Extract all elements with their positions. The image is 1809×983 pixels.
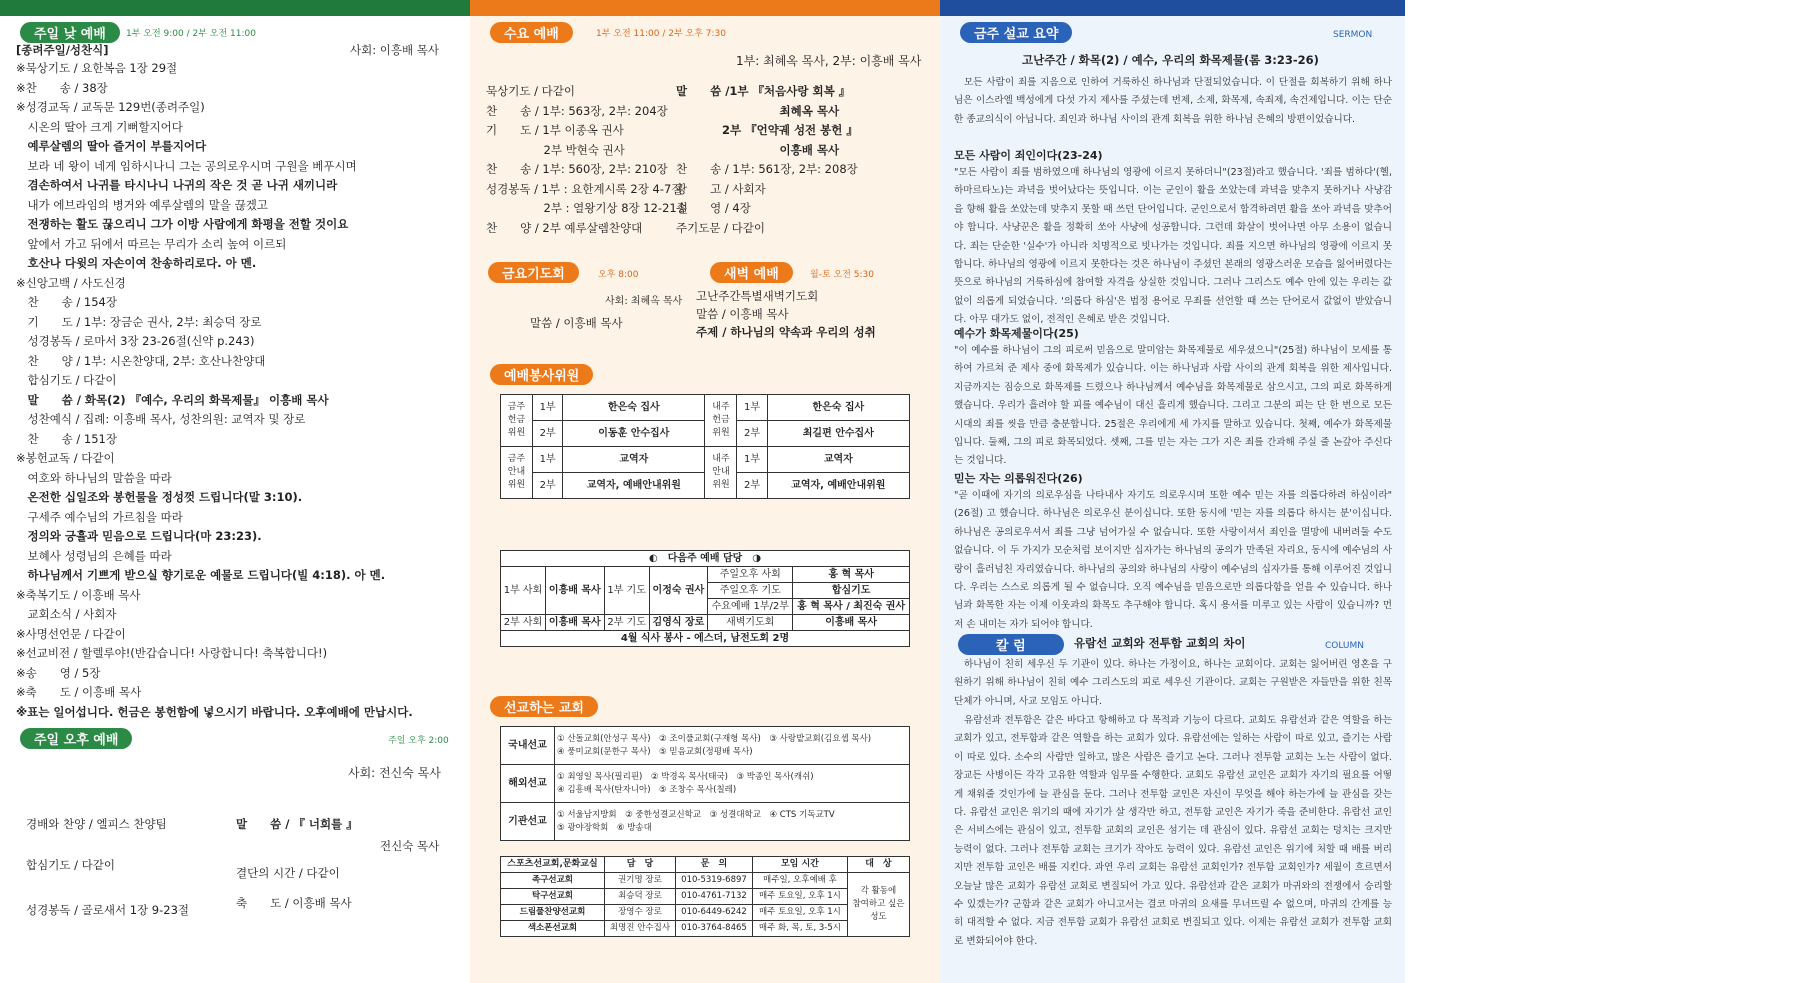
table-row	[501, 615, 910, 631]
wednesday-left-line: 2부 박현숙 권사	[486, 142, 625, 157]
sunday-order-line: 앞에서 가고 뒤에서 따르는 무리가 소리 높여 이르되	[16, 236, 287, 251]
sunday-order-line: ※신앙고백 / 사도신경	[16, 275, 126, 290]
table-row	[501, 567, 910, 583]
table-header: 담 당	[604, 857, 675, 873]
table-row	[501, 857, 910, 873]
mission-table	[500, 726, 910, 841]
table-cell: 장영수 장로	[604, 905, 675, 921]
table-row	[501, 873, 910, 889]
afternoon-host: 사회: 전신숙 목사	[348, 766, 441, 780]
afternoon-title: 주일 오후 예배	[20, 728, 132, 749]
table-cell: 교역자	[563, 447, 705, 473]
sermon-paragraph-1: "모든 사람이 죄를 범하였으매 하나님의 영광에 이르지 못하더니"(23절)라고 했습니다. '죄를 범하다'(헬, 하마르타노)는 과녁을 벗어났다는 뜻입니다. 이는 군인이 활을 쏘았는데 과녁을 맞추지 못하거나 사냥감을 향해 활을 쏘았는데 맞추지 못할 때 쓰던 단어입니다. 군인으로서 합격하려면 활을 쏘아 과녁을 맞추어야 합니다. 사냥꾼은 활을 정확히 쏘아 사냥에 성공합니다. 그런데 화살이 벗어나면 아무 소용이 없습니다. 죄는 단순한 '실수'가 아니라 치명적으로 빗나가는 것입니다. 죄를 지으면 하나님의 영광에 이르지 못합니다. 하나님의 영광에 이르지 못한다는 것은 하나님이 주셨던 본래의 영광스러운 모습을 잃어버렸다는 뜻으로 하나님의 거룩하심에 참여할 자격을 상실한 것입니다. 그러나 그리스도 예수 안에 있는 우리는 값없이 의롭게 되었습니다. '의롭다 하심'은 법정 용어로 무죄를 선언할 때 쓰는 단어로서 값없이 받았습니다. 아무 대가도 없이, 전적인 은혜로 받은 것입니다.	[954, 167, 1392, 326]
table-cell: 새벽기도회	[708, 615, 793, 631]
sermon-paragraph-2: "이 예수를 하나님이 그의 피로써 믿음으로 말미암는 화목제물로 세우셨으니"(25절) 하나님이 모세를 통하여 가르쳐 준 제사 중에 화목제가 있습니다. 이는 하나님과 사람 사이의 관계 회복을 위한 제사입니다. 지금까지는 짐승으로 화목제를 드렸으나 하나님께서 예수님을 화목제물로 삼으시고, 그의 피로 화목하게 했습니다. 우리가 흘려야 할 피를 예수님이 대신 흘리게 했습니다. 그리고 그분의 피는 단 한 번으로 모든 시대의 죄를 씻을 만큼 충분합니다. 25절은 우리에게 세 가지를 말하고 있습니다. 첫째, 예수가 화목제물입니다. 둘째, 그의 피로 화목되었다. 셋째, 그를 믿는 자는 그가 지은 죄를 간과해 주실 줄 논갚아 주신다는 것입니다.	[954, 345, 1392, 467]
sunday-host: 사회: 이흥배 목사	[350, 43, 439, 57]
sunday-order-line: 합심기도 / 다같이	[16, 373, 117, 387]
table-header: ◐ 다음주 예배 담당 ◑	[501, 551, 910, 567]
table-header: 문 의	[676, 857, 753, 873]
wednesday-right-line: 최혜옥 목사	[676, 103, 840, 118]
table-row	[501, 765, 910, 803]
table-header: 스포츠선교회,문화교실	[501, 857, 605, 873]
wednesday-left-line: 성경봉독 / 1부 : 요한계시록 2장 4-7절	[486, 181, 683, 196]
sunday-order-line: 찬 송 / 154장	[16, 295, 117, 309]
lunch-note: 4월 식사 봉사 - 에스더, 남전도회 2명	[501, 631, 910, 647]
sunday-order-line: ※찬 송 / 38장	[16, 80, 108, 95]
wednesday-pastors: 1부: 최혜옥 목사, 2부: 이흥배 목사	[736, 54, 922, 68]
sunday-order-line: 정의와 긍휼과 믿음으로 드립니다(마 23:23).	[16, 529, 262, 543]
wednesday-right-line: 송 영 / 4장	[676, 201, 751, 215]
table-cell: 내주 안내 위원	[705, 447, 737, 499]
blank-margin	[1405, 0, 1809, 983]
afternoon-line-2: 합심기도 / 다같이	[26, 858, 115, 872]
table-cell: 주일오후 사회	[708, 567, 793, 583]
table-cell: 금주 헌금 위원	[501, 395, 533, 447]
friday-title: 금요기도회	[488, 262, 579, 283]
next-week-table	[500, 550, 910, 647]
table-cell: 1부 기도	[604, 567, 649, 615]
sunday-order-line: 하나님께서 기쁘게 받으실 향기로운 예물로 드립니다(빌 4:18). 아 멘.	[16, 568, 386, 582]
sermon-subtitle: 고난주간 / 화목(2) / 예수, 우리의 화목제물(롬 3:23-26)	[1022, 53, 1319, 67]
dawn-line: 고난주간특별새벽기도회	[696, 289, 819, 303]
dawn-title: 새벽 예배	[710, 262, 793, 283]
table-cell: 매주 토요일, 오후 1시	[752, 905, 847, 921]
sermon-column	[940, 16, 1405, 983]
sunday-order-line: 성경봉독 / 로마서 3장 23-26절(신약 p.243)	[16, 334, 255, 348]
table-cell: 권기명 장로	[604, 873, 675, 889]
column-paragraph-1: 하나님이 친히 세우신 두 기관이 있다. 하나는 가정이요, 하나는 교회이다. 교회는 잃어버린 영혼을 구원하기 위해 하나님이 친히 예수 그리스도의 피로 세우신 기관이다. 교회는 구원받은 자들만을 위한 친목 단체가 아니며, 사교 모임도 아니다.	[954, 659, 1392, 707]
sunday-order-line: 여호와 하나님의 말씀을 따라	[16, 470, 172, 485]
friday-message: 말씀 / 이흥배 목사	[530, 316, 623, 330]
sunday-order-line: 구세주 예수님의 가르침을 따라	[16, 509, 183, 524]
table-cell: 010-3764-8465	[676, 921, 753, 937]
table-cell: 2부	[533, 421, 563, 447]
table-cell: 내주 헌금 위원	[705, 395, 737, 447]
table-cell: 한은숙 집사	[767, 395, 909, 421]
sunday-order-line: 기 도 / 1부: 장금순 권사, 2부: 최승덕 장로	[16, 314, 262, 329]
top-bar-green	[0, 0, 470, 16]
mission-list: ① 산돌교회(안성구 목사) ② 조이풀교회(구재형 목사) ③ 사랑밭교회(김요셉 목사) ④ 풍미교회(문한구 목사) ⑤ 믿음교회(정평배 목사)	[555, 727, 910, 765]
sermon-heading-2: 예수가 화목제물이다(25)	[954, 327, 1079, 340]
column-subtitle: 유람선 교회와 전투함 교회의 차이	[1074, 636, 1246, 650]
top-bar-orange	[470, 0, 940, 16]
sunday-order-line: 온전한 십일조와 봉헌물을 정성껏 드립니다(말 3:10).	[16, 490, 303, 504]
table-cell: 이정숙 권사	[649, 567, 708, 615]
sunday-order-line: 성찬예식 / 집례: 이흥배 목사, 성찬의원: 교역자 및 장로	[16, 412, 306, 426]
table-cell: 최길편 안수집사	[767, 421, 909, 447]
sermon-heading-3: 믿는 자는 의롭워진다(26)	[954, 472, 1083, 485]
wednesday-right-line: 2부 『언약궤 성전 봉헌 』	[676, 123, 858, 137]
sunday-order-line: 보라 네 왕이 네게 임하시나니 그는 공의로우시며 구원을 베푸시며	[16, 158, 357, 173]
wednesday-time: 1부 오전 11:00 / 2부 오후 7:30	[596, 29, 726, 39]
sunday-order-line: 찬 송 / 151장	[16, 431, 117, 446]
table-cell: 1부	[533, 395, 563, 421]
table-cell: 홍 혁 목사	[793, 567, 910, 583]
table-cell: 김영식 장로	[649, 615, 708, 631]
afternoon-preacher: 전신숙 목사	[380, 839, 440, 853]
mission-type: 국내선교	[501, 727, 555, 765]
sermon-title: 금주 설교 요약	[960, 22, 1072, 43]
sunday-time: 1부 오전 9:00 / 2부 오전 11:00	[126, 29, 256, 39]
table-cell: 이동훈 안수집사	[563, 421, 705, 447]
table-header: 모임 시간	[752, 857, 847, 873]
wednesday-title: 수요 예배	[490, 22, 573, 43]
table-cell: 이흥배 목사	[545, 615, 604, 631]
sunday-order-line: ※선교비전 / 할렐루야!(반갑습니다! 사랑합니다! 축복합니다!)	[16, 646, 328, 660]
column-tag: COLUMN	[1325, 641, 1365, 651]
sports-mission-table	[500, 856, 910, 937]
wednesday-right-line: 이흥배 목사	[676, 142, 840, 157]
table-cell: 1부 사회	[501, 567, 546, 615]
table-cell: 합심기도	[793, 583, 910, 599]
afternoon-line-1: 경배와 찬양 / 엘피스 찬양팀	[26, 817, 167, 831]
dawn-time: 월-토 오전 5:30	[810, 270, 874, 280]
friday-host: 사회: 최혜옥 목사	[605, 296, 683, 307]
sunday-order-line: 보혜사 성령님의 은혜를 따라	[16, 548, 172, 563]
sunday-order-line: 찬 양 / 1부: 시온찬양대, 2부: 호산나찬양대	[16, 353, 266, 368]
sunday-order-line: ※축 도 / 이흥배 목사	[16, 685, 142, 699]
table-row	[501, 447, 910, 473]
table-cell: 교역자, 예배안내위원	[767, 473, 909, 499]
table-cell: 1부	[737, 395, 767, 421]
table-cell: 족구선교회	[501, 873, 605, 889]
table-cell: 드림풀찬양선교회	[501, 905, 605, 921]
table-cell: 홍 혁 목사 / 최진숙 권사	[793, 599, 910, 615]
table-cell: 색소폰선교회	[501, 921, 605, 937]
dawn-line: 주제 / 하나님의 약속과 우리의 성취	[696, 325, 876, 339]
table-cell: 1부	[737, 447, 767, 473]
table-row	[501, 727, 910, 765]
table-row	[501, 803, 910, 841]
sermon-heading-1: 모든 사람이 죄인이다(23-24)	[954, 149, 1103, 162]
sunday-order-line: 예루살렘의 딸아 즐거이 부를지어다	[16, 139, 207, 153]
sunday-title: 주일 낮 예배	[20, 22, 120, 43]
table-row	[501, 551, 910, 567]
table-cell: 주일오후 기도	[708, 583, 793, 599]
table-cell: 매주일, 오후예배 후	[752, 873, 847, 889]
afternoon-sermon: 말 씀 / 『 너희를 』	[236, 817, 358, 831]
table-cell: 수요예배 1부/2부	[708, 599, 793, 615]
sunday-order-line: 시온의 딸아 크게 기뻐할지어다	[16, 119, 183, 134]
sermon-intro: 모든 사람이 죄를 지음으로 인하여 거룩하신 하나님과 단절되었습니다. 이 단절을 회복하기 위해 하나님은 이스라엘 백성에게 다섯 가지 제사를 주셨는데 번제, 소제, 화목제, 속죄제, 속건제입니다. 이는 단순한 종교의식이 아닙니다. 죄인과 하나님 사이의 관계 회복을 위한 하나님 은혜의 방편이었습니다.	[954, 77, 1392, 125]
table-cell: 010-5319-6897	[676, 873, 753, 889]
sunday-order-line: 겸손하여서 나귀를 타시나니 나귀의 작은 것 곧 나귀 새끼니라	[16, 178, 338, 192]
sunday-order-line: 호산나 다윗의 자손이여 찬송하리로다. 아 멘.	[16, 256, 257, 270]
afternoon-decision: 결단의 시간 / 다같이	[236, 866, 340, 880]
table-cell: 교역자	[767, 447, 909, 473]
service-committee-title: 예배봉사위원	[490, 364, 593, 385]
weekday-column	[470, 16, 940, 983]
table-cell: 2부 사회	[501, 615, 546, 631]
sermon-paragraph-3: "곧 이때에 자기의 의로우심을 나타내사 자기도 의로우시며 또한 예수 믿는 자를 의롭다하려 하심이라"(26절) 고 했습니다. 하나님은 의로우신 분이십니다. 또한 동시에 '믿는 자를 의롭다 하시는 분'이십니다. 하나님은 공의로우셔서 죄를 그냥 넘어가실 수 없습니다. 또한 사랑이셔서 죄인을 멸망에 내버려둘 수도 없습니다. 이 두 가지가 모순처럼 보이지만 십자가는 하나님의 공의가 만족된 자리요, 동시에 예수님의 사랑이 흘러넘친 자리였습니다. 하나님의 공의와 하나님의 사랑이 예수님의 십자가를 통해 이루어진 것입니다. 우리는 스스로 의롭게 될 수 없습니다. 오직 예수님을 믿음으로만 의롭다함을 얻을 수 있습니다. 하나님과 화목한 자는 이제 이웃과의 화목도 추구해야 합니다. 혹시 용서를 미루고 있는 사람이 있습니까? 먼저 손 내미는 자가 되어야 합니다.	[954, 490, 1392, 630]
sunday-order-line: ※봉헌교독 / 다같이	[16, 451, 115, 465]
wednesday-left-line: 2부 : 열왕기상 8장 12-21절	[486, 201, 688, 215]
table-cell: 금주 안내 위원	[501, 447, 533, 499]
mission-title: 선교하는 교회	[490, 696, 598, 717]
table-cell: 최승덕 장로	[604, 889, 675, 905]
afternoon-time: 주일 오후 2:00	[388, 736, 449, 746]
table-cell: 010-6449-6242	[676, 905, 753, 921]
table-cell: 이흥배 목사	[545, 567, 604, 615]
sunday-order-line: ※송 영 / 5장	[16, 665, 101, 680]
service-committee-table	[500, 394, 910, 499]
column-paragraph-2: 유람선과 전투함은 같은 바다고 항해하고 다 목적과 기능이 다르다. 교회도 유람선과 같은 역할을 하는 교회가 있고, 전투함과 같은 역할을 하는 교회가 있다. 유람선에는 일하는 사람이 따로 있고, 즐기는 사람이 따로 있다. 소수의 사람만 일하고, 많은 사람은 즐기고 논다. 그러나 전투함 교회는 노는 사람이 없다. 장교든 사병이든 각각 고유한 역할과 임무를 수행한다. 교회도 유람선 교인은 교회가 자기의 필요를 어떻게 채워줄 것인가에 늘 관심을 둔다. 그러나 전투함 교인은 자신이 무엇을 해야 하는가에 늘 관심을 갖는다. 유람선 교인은 위기의 때에 자기가 살 생각만 하고, 전투함 교인은 자기가 죽을 준비한다. 유람선 교인은 서비스에는 관심이 있고, 전투함 교회의 교인은 섬기는 데 관심이 있다. 유람선 교회는 덩치는 크지만 능력이 없다. 그러나 전투함 교회는 크기가 작아도 능력이 있다. 유람선 교인은 위기에 처할 때 배를 버리지만 전투함 교인은 배를 지킨다. 과연 우리 교회는 유람선 교회인가? 전투함 교회인가? 세월이 흐르면서 오늘날 많은 교회가 유람선 교회로 변질되어 가고 있다. 유람선과 같은 교회가 마귀와의 전쟁에서 승리할 수 있겠는가? 군함과 같은 교회가 아니고서는 결코 마귀의 요새를 무너뜨릴 수 없으며, 마귀의 간계를 능히 대적할 수 없다. 지금 전투함 교회가 유람선 교회로 변질되고 있다. 이제는 유람선 교회가 전투함 교회로 변화되어야 한다.	[954, 715, 1392, 947]
mission-type: 해외선교	[501, 765, 555, 803]
afternoon-benediction: 축 도 / 이흥배 목사	[236, 896, 352, 910]
table-row	[501, 395, 910, 421]
sunday-order-line: ※사명선언문 / 다같이	[16, 626, 126, 641]
sermon-tag: SERMON	[1333, 30, 1373, 40]
table-cell: 교역자, 예배안내위원	[563, 473, 705, 499]
wednesday-left-line: 찬 송 / 1부: 560장, 2부: 210장	[486, 162, 668, 176]
sunday-order-line: 내가 에브라임의 병거와 예루살렘의 말을 끊겠고	[16, 197, 268, 212]
table-cell: 매주 토요일, 오후 1시	[752, 889, 847, 905]
mission-list: ① 서울남지방회 ② 중한성결교신학교 ③ 성결대학교 ④ CTS 기독교TV ⑤ 광야장학회 ⑥ 방송대	[555, 803, 910, 841]
table-cell: 한은숙 집사	[563, 395, 705, 421]
table-cell: 이흥배 목사	[793, 615, 910, 631]
table-cell: 매주 화, 목, 토, 3-5시	[752, 921, 847, 937]
sport-target: 각 활동에 참여하고 싶은 성도	[847, 873, 909, 937]
table-cell: 2부 기도	[604, 615, 649, 631]
table-cell: 2부	[737, 421, 767, 447]
wednesday-left-line: 기 도 / 1부 이종옥 권사	[486, 123, 624, 137]
sunday-order-line: ※표는 일어섭니다. 헌금은 봉헌함에 넣으시기 바랍니다. 오후예배에 만납시다.	[16, 704, 413, 719]
column-title: 칼 럼	[958, 634, 1064, 655]
mission-type: 기관선교	[501, 803, 555, 841]
sunday-order-line: ※축복기도 / 이흥배 목사	[16, 587, 141, 602]
friday-time: 오후 8:00	[598, 270, 639, 280]
wednesday-right-line: 주기도문 / 다같이	[676, 220, 765, 235]
top-bar-blue	[940, 0, 1405, 16]
sunday-order-line: ※성경교독 / 교독문 129번(종려주일)	[16, 100, 205, 114]
sunday-order-line: 말 씀 / 화목(2) 『예수, 우리의 화목제물』 이흥배 목사	[16, 392, 329, 407]
afternoon-line-3: 성경봉독 / 골로새서 1장 9-23절	[26, 903, 190, 917]
table-cell: 2부	[533, 473, 563, 499]
mission-list: ① 최영일 목사(필리핀) ② 박경옥 목사(태국) ③ 박종인 목사(캐쉬) ④ 김흥배 목사(탄자니아) ⑤ 조창수 목사(칠레)	[555, 765, 910, 803]
sunday-order-line: 전쟁하는 활도 끊으리니 그가 이방 사람에게 화평을 전할 것이요	[16, 217, 349, 231]
wednesday-right-line: 말 씀 /1부 『처음사랑 회복 』	[676, 84, 851, 98]
wednesday-right-line: 광 고 / 사회자	[676, 181, 766, 196]
table-cell: 탁구선교회	[501, 889, 605, 905]
sunday-column	[0, 16, 470, 983]
sunday-order-line: ※묵상기도 / 요한복음 1장 29절	[16, 61, 178, 75]
table-cell: 2부	[737, 473, 767, 499]
wednesday-left-line: 묵상기도 / 다같이	[486, 84, 575, 98]
table-cell: 1부	[533, 447, 563, 473]
table-cell: 010-4761-7132	[676, 889, 753, 905]
wednesday-left-line: 찬 양 / 2부 예루살렘찬양대	[486, 220, 643, 235]
wednesday-right-line: 찬 송 / 1부: 561장, 2부: 208장	[676, 162, 858, 176]
table-row	[501, 631, 910, 647]
table-cell: 최명진 안수집사	[604, 921, 675, 937]
table-header: 대 상	[847, 857, 909, 873]
sunday-order-line: 교회소식 / 사회자	[16, 607, 117, 621]
sunday-tag: [종려주일/성찬식]	[16, 43, 109, 57]
wednesday-left-line: 찬 송 / 1부: 563장, 2부: 204장	[486, 103, 668, 118]
dawn-line: 말씀 / 이흥배 목사	[696, 307, 789, 321]
